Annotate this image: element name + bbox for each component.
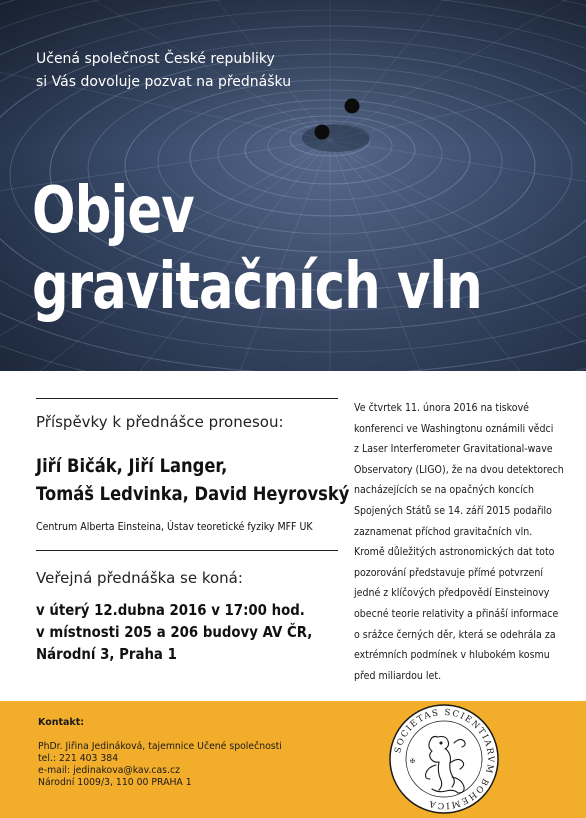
divider [36,550,338,551]
title-line: Objev [32,174,194,248]
speakers-label: Příspěvky k přednášce pronesou: [36,413,284,431]
contact-title: Kontakt: [38,717,85,728]
lecture-room: v místnosti 205 a 206 budovy AV ČR, [36,623,313,641]
divider [36,398,338,399]
lecture-date: v úterý 12.dubna 2016 v 17:00 hod. [36,601,305,619]
black-hole-icon [345,99,360,114]
description-line: extrémních podmínek v hlubokém kosmu [354,648,550,662]
invitation-line: Učená společnost České republiky [36,51,275,67]
description-line: nacházejících se na opačných koncích [354,483,534,497]
speaker-names-line: Tomáš Ledvinka, David Heyrovský [36,483,350,505]
speaker-names [36,452,349,508]
contact-address: Národní 1009/3, 110 00 PRAHA 1 [38,777,192,788]
description-line: zaznamenat příchod gravitačních vln. [354,524,533,538]
lion-seal-icon [388,703,500,815]
description-line: jedné z klíčových předpovědí Einsteinovy [354,586,550,600]
invitation-line: si Vás dovoluje pozvat na přednášku [36,74,292,90]
institution: Centrum Alberta Einsteina, Ústav teoretické fyziky MFF UK [36,520,313,533]
description-line: obecné teorie relativity a přináší informace [354,606,559,620]
page-title [32,173,482,325]
description-line: konferenci ve Washingtonu oznámili vědci [354,421,554,435]
description-line: Ve čtvrtek 11. února 2016 na tiskové [354,401,529,414]
invitation-text [36,48,291,94]
contact-phone: tel.: 221 403 384 [38,753,119,764]
lecture-label: Veřejná přednáška se koná: [36,569,243,587]
description-line: z Laser Interferometer Gravitational-wave [354,442,553,456]
speaker-names-line: Jiří Bičák, Jiří Langer, [36,455,228,477]
description-line: před miliardou let. [354,668,442,682]
svg-text:✠: ✠ [410,758,416,765]
lecture-address: Národní 3, Praha 1 [36,645,177,663]
contact-name: PhDr. Jiřina Jedináková, tajemnice Učené společnosti [38,741,282,752]
description [354,398,570,686]
description-line: pozorování představuje přímé potvrzení [354,565,544,579]
lecture-details [36,599,312,665]
hero-banner [0,0,586,371]
seal-text: SOCIETAS SCIENTIARVM BOHEMICA [393,707,496,811]
description-line: Kromě důležitých astronomických dat toto [354,545,555,559]
contact-email[interactable]: e-mail: jedinakova@kav.cas.cz [38,765,180,776]
description-line: o srážce černých děr, která se odehrála za [354,627,556,641]
description-line: Observatory (LIGO), že na dvou detektorech [354,462,564,476]
contact-details [38,741,282,789]
black-hole-icon [315,125,330,140]
description-line: Spojených Států se 14. září 2015 podařilo [354,503,552,517]
title-line: gravitačních vln [32,250,482,324]
